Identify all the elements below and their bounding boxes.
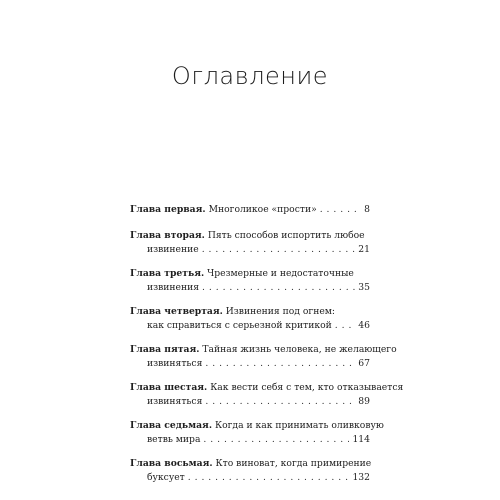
page-number: 35	[358, 282, 370, 293]
chapter-title-continued: извиняться	[147, 358, 203, 369]
toc-entry[interactable]	[130, 267, 370, 297]
dot-leader	[202, 243, 356, 258]
chapter-title: Многоликое «прости»	[208, 204, 317, 215]
toc-entry-line	[130, 229, 370, 244]
chapter-title-continued: извиняться	[147, 396, 203, 407]
page-number: 46	[358, 320, 370, 331]
toc-entry[interactable]	[130, 229, 370, 259]
toc-entry-line	[130, 305, 370, 320]
chapter-title: Чрезмерные и недостаточные	[207, 267, 354, 279]
page-title: Оглавление	[171, 62, 329, 90]
chapter-title-continued: ветвь мира	[147, 434, 201, 445]
toc-entry-line	[130, 381, 404, 396]
toc-entry-line	[130, 457, 370, 472]
chapter-title: Как вести себя с тем, кто отказывается	[210, 381, 404, 393]
chapter-title-continued: извинение	[147, 244, 199, 255]
page-number: 8	[364, 204, 370, 215]
page-number: 132	[352, 472, 370, 483]
toc-entry-line	[130, 419, 384, 434]
dot-leader	[202, 281, 355, 296]
chapter-label: Глава седьмая.	[130, 419, 213, 431]
chapter-title-continued: извинения	[147, 282, 200, 293]
toc-entry-line	[130, 203, 370, 218]
toc-entry-line	[130, 243, 370, 258]
chapter-title: Когда и как принимать оливковую	[214, 419, 384, 431]
toc-entry[interactable]	[130, 381, 404, 411]
toc-entry-line	[130, 281, 370, 296]
toc-entry-line	[130, 319, 370, 334]
chapter-label: Глава пятая.	[130, 343, 200, 355]
dot-leader	[188, 471, 350, 486]
toc-entry-line	[130, 471, 370, 486]
dot-leader	[205, 357, 355, 372]
toc-entry[interactable]	[130, 305, 370, 335]
table-of-contents	[130, 203, 404, 489]
toc-entry-line	[130, 357, 370, 372]
page-number: 114	[352, 434, 370, 445]
chapter-label: Глава четвертая.	[130, 305, 223, 317]
toc-entry-line	[130, 343, 397, 358]
toc-entry[interactable]	[130, 419, 384, 449]
chapter-title: Извинения под огнем:	[225, 305, 336, 317]
page-number: 67	[358, 358, 370, 369]
chapter-title: Кто виноват, когда примирение	[215, 457, 372, 469]
toc-entry-line	[130, 395, 370, 410]
chapter-title-continued: как справиться с серьезной критикой	[147, 320, 332, 331]
page-number: 21	[358, 244, 370, 255]
chapter-label: Глава восьмая.	[130, 457, 213, 469]
toc-entry[interactable]	[130, 457, 370, 487]
dot-leader	[203, 433, 349, 448]
chapter-label: Глава вторая.	[130, 229, 205, 241]
chapter-label: Глава первая.	[130, 204, 206, 215]
dot-leader	[205, 395, 355, 410]
chapter-title-continued: буксует	[147, 472, 185, 483]
toc-entry[interactable]	[130, 343, 397, 373]
chapter-label: Глава шестая.	[130, 381, 208, 393]
dot-leader	[335, 319, 356, 334]
toc-entry[interactable]	[130, 203, 370, 219]
toc-entry-line	[130, 267, 370, 282]
page-number: 89	[358, 396, 370, 407]
toc-entry-line	[130, 433, 370, 448]
chapter-title: Тайная жизнь человека, не желающего	[202, 343, 397, 355]
chapter-label: Глава третья.	[130, 267, 205, 279]
chapter-title: Пять способов испортить любое	[207, 229, 365, 241]
dot-leader	[320, 203, 361, 218]
